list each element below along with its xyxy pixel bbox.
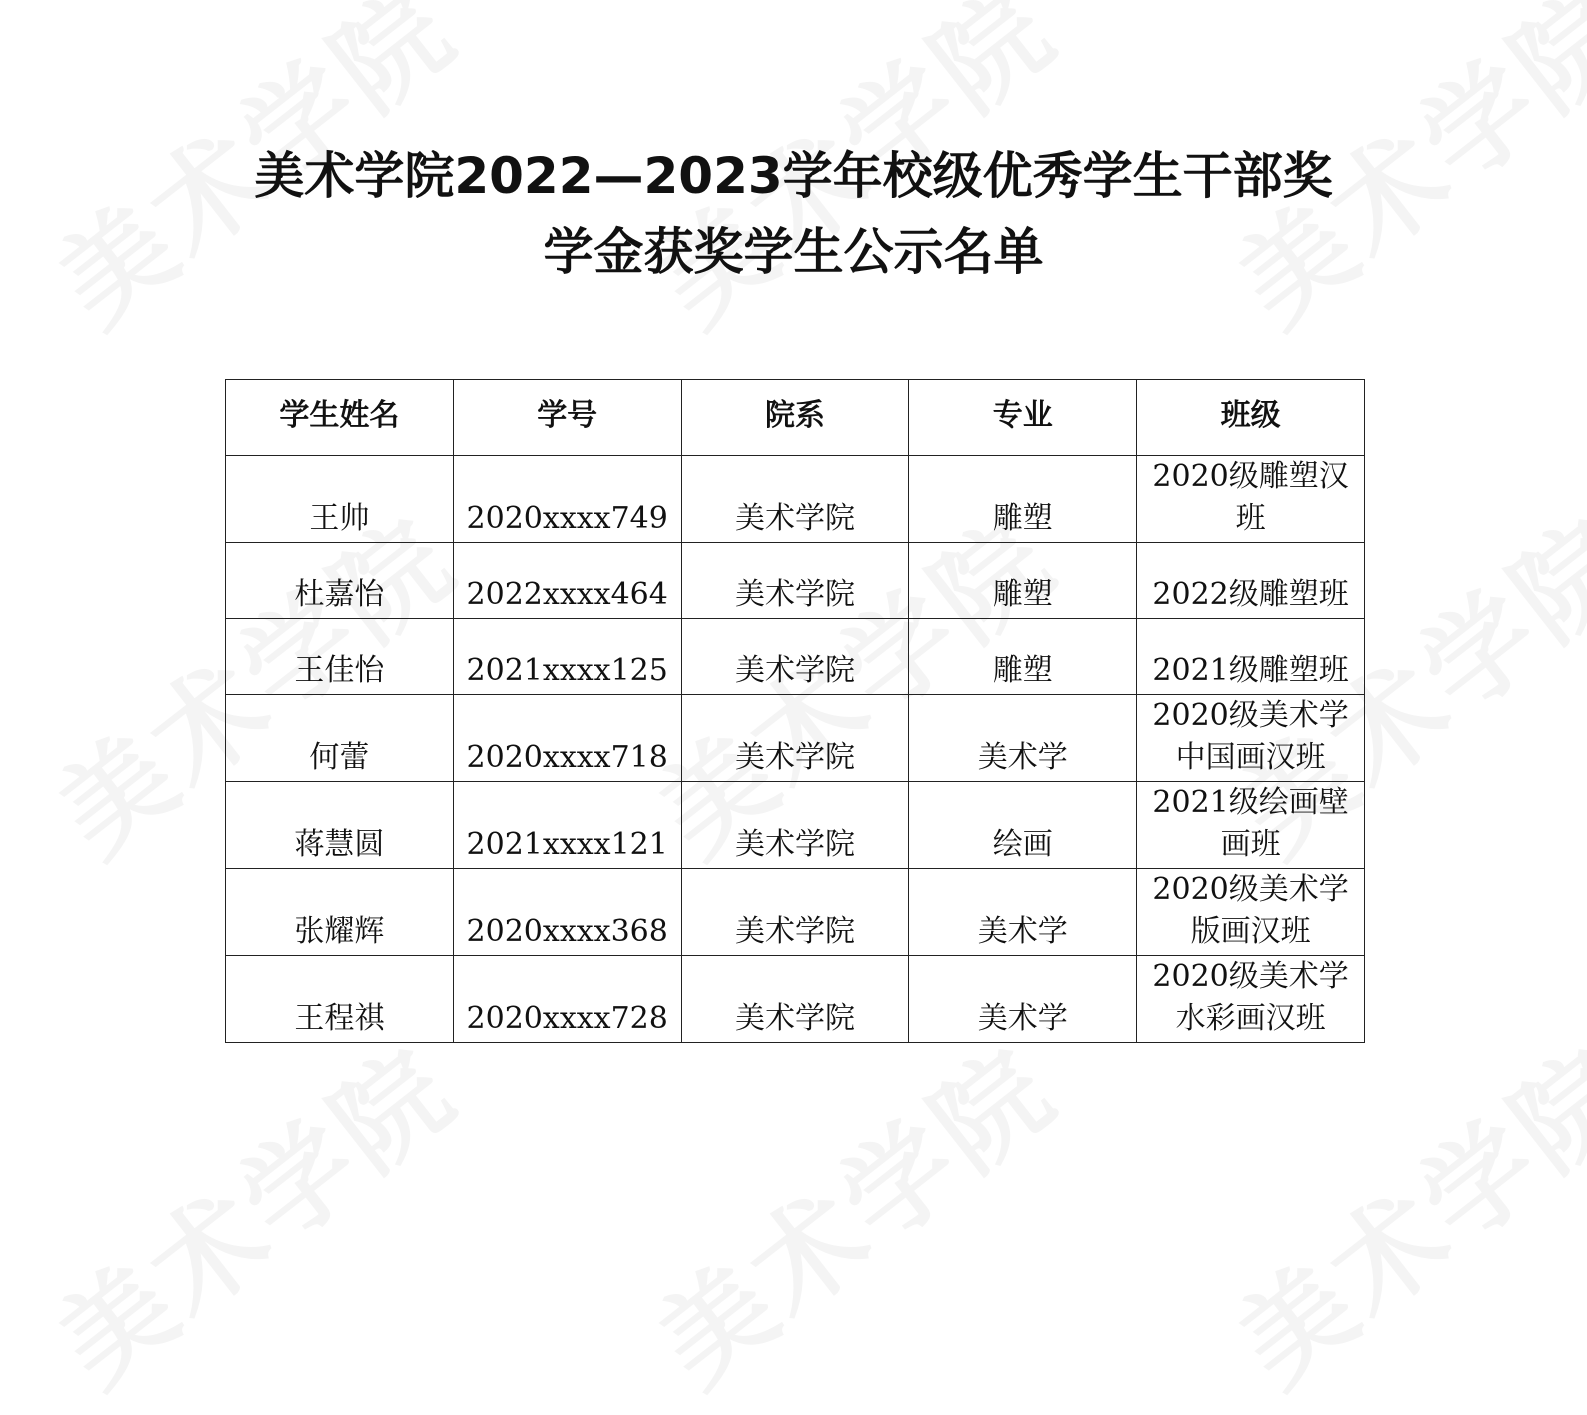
table-row xyxy=(226,695,1365,782)
cell-dept: 美术学院 xyxy=(681,456,909,543)
watermark-text xyxy=(620,1004,1083,1414)
cell-name: 何蕾 xyxy=(226,695,454,782)
cell-id: 2021xxxx125 xyxy=(453,619,681,695)
header-class: 班级 xyxy=(1137,380,1365,456)
cell-class: 2020级美术学中国画汉班 xyxy=(1137,695,1365,782)
cell-major: 雕塑 xyxy=(909,543,1137,619)
cell-major: 雕塑 xyxy=(909,619,1137,695)
cell-major: 美术学 xyxy=(909,956,1137,1043)
cell-dept: 美术学院 xyxy=(681,695,909,782)
cell-class: 2020级美术学版画汉班 xyxy=(1137,869,1365,956)
header-major: 专业 xyxy=(909,380,1137,456)
watermark-text xyxy=(1200,1004,1587,1414)
cell-name: 王帅 xyxy=(226,456,454,543)
watermark-text xyxy=(20,1004,483,1414)
cell-id: 2020xxxx728 xyxy=(453,956,681,1043)
cell-id: 2020xxxx749 xyxy=(453,456,681,543)
cell-name: 王程祺 xyxy=(226,956,454,1043)
table-row xyxy=(226,782,1365,869)
cell-class: 2020级雕塑汉班 xyxy=(1137,456,1365,543)
cell-major: 绘画 xyxy=(909,782,1137,869)
table-row xyxy=(226,543,1365,619)
cell-dept: 美术学院 xyxy=(681,619,909,695)
table-row xyxy=(226,869,1365,956)
cell-major: 美术学 xyxy=(909,695,1137,782)
cell-major: 美术学 xyxy=(909,869,1137,956)
cell-name: 王佳怡 xyxy=(226,619,454,695)
cell-name: 张耀辉 xyxy=(226,869,454,956)
cell-dept: 美术学院 xyxy=(681,543,909,619)
cell-dept: 美术学院 xyxy=(681,782,909,869)
document-title xyxy=(0,138,1587,290)
table-row xyxy=(226,456,1365,543)
title-line-2: 学金获奖学生公示名单 xyxy=(543,223,1044,281)
cell-class: 2021级绘画壁画班 xyxy=(1137,782,1365,869)
cell-major: 雕塑 xyxy=(909,456,1137,543)
table-header-row xyxy=(226,380,1365,456)
header-student-name: 学生姓名 xyxy=(226,380,454,456)
cell-id: 2020xxxx368 xyxy=(453,869,681,956)
award-roster-table xyxy=(225,379,1365,1043)
cell-id: 2021xxxx121 xyxy=(453,782,681,869)
cell-name: 蒋慧圆 xyxy=(226,782,454,869)
cell-class: 2021级雕塑班 xyxy=(1137,619,1365,695)
title-line-1: 美术学院2022—2023学年校级优秀学生干部奖 xyxy=(254,147,1333,205)
cell-id: 2020xxxx718 xyxy=(453,695,681,782)
cell-dept: 美术学院 xyxy=(681,956,909,1043)
table-row xyxy=(226,956,1365,1043)
cell-class: 2022级雕塑班 xyxy=(1137,543,1365,619)
header-student-id: 学号 xyxy=(453,380,681,456)
cell-class: 2020级美术学水彩画汉班 xyxy=(1137,956,1365,1043)
header-department: 院系 xyxy=(681,380,909,456)
cell-name: 杜嘉怡 xyxy=(226,543,454,619)
cell-dept: 美术学院 xyxy=(681,869,909,956)
table-row xyxy=(226,619,1365,695)
cell-id: 2022xxxx464 xyxy=(453,543,681,619)
